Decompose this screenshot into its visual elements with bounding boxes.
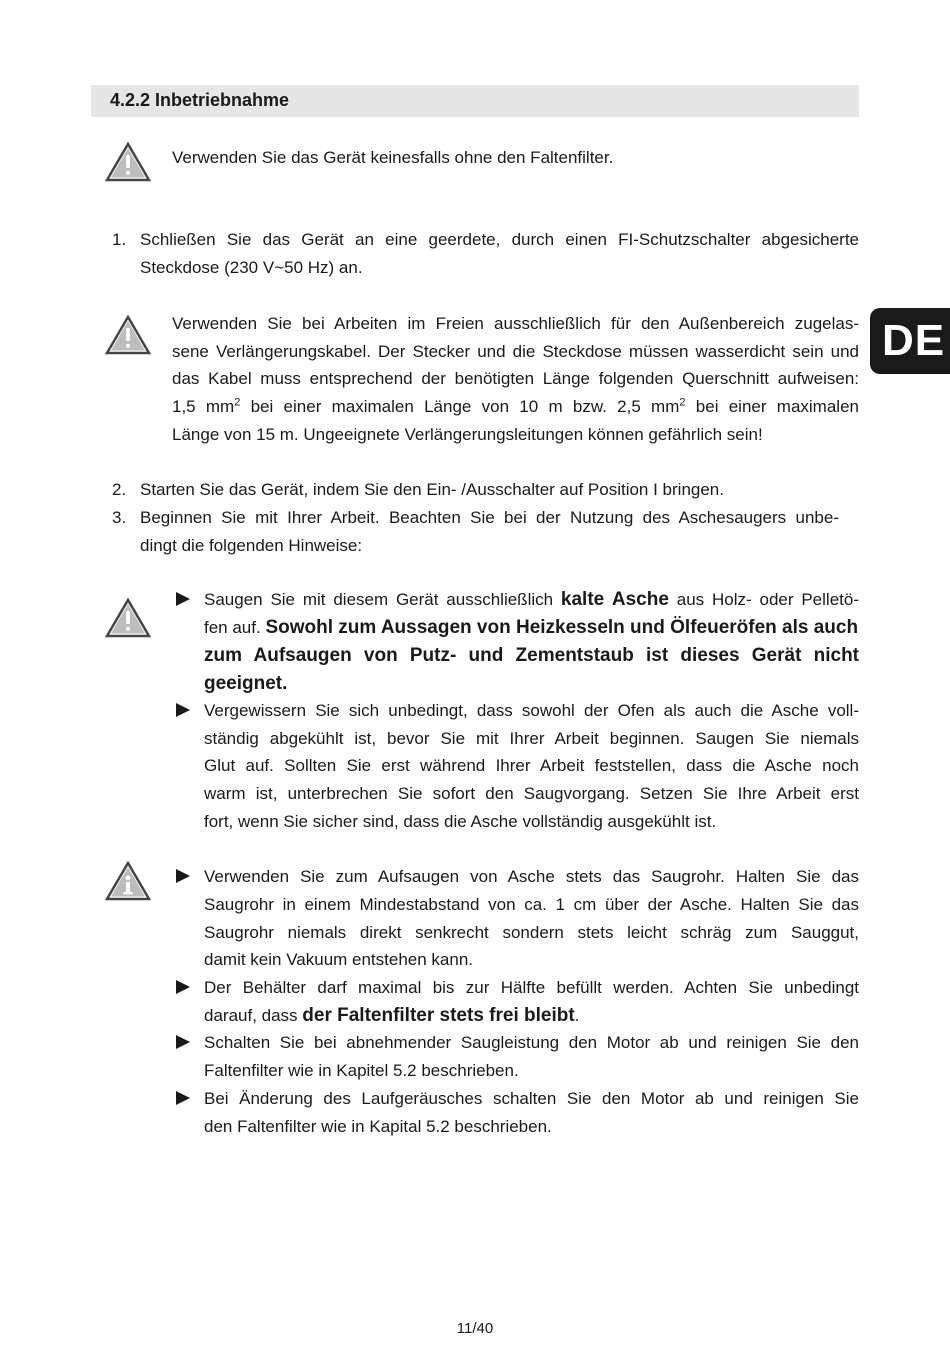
language-label: DE — [882, 316, 946, 365]
warning-text: das Kabel muss entsprechend der benötigten Länge folgenden Querschnitt aufweisen: — [172, 369, 859, 388]
warning-triangle-icon — [105, 598, 151, 638]
warning-triangle-icon — [105, 142, 151, 182]
bullet-text: Der Behälter darf maximal bis zur Hälfte befüllt werden. Achten Sie unbedingt — [204, 978, 859, 997]
bullet-text: Vergewissern Sie sich unbedingt, dass sowohl der Ofen als auch die Asche voll- — [204, 701, 859, 720]
triangle-bullet-icon — [175, 1034, 191, 1050]
bullet-text: Saugrohr niemals direkt senkrecht sondern stets leicht schräg zum Sauggut, — [204, 923, 859, 942]
page-number: 11/40 — [456, 1320, 494, 1337]
bullet-text: Saugrohr in einem Mindestabstand von ca. 1 cm über der Asche. Halten Sie das — [204, 895, 859, 914]
triangle-bullet-icon — [175, 591, 191, 607]
bullet-text: Saugen Sie mit diesem Gerät ausschließlich kalte Asche aus Holz- oder Pelletö- — [204, 589, 859, 610]
bullet-text: den Faltenfilter wie in Kapital 5.2 beschrieben. — [204, 1117, 552, 1136]
step-text: Beginnen Sie mit Ihrer Arbeit. Beachten Sie bei der Nutzung des Aschesaugers unbe- — [140, 508, 839, 527]
warning-triangle-icon — [105, 315, 151, 355]
bullet-text: Verwenden Sie zum Aufsaugen von Asche stets das Saugrohr. Halten Sie das — [204, 867, 859, 886]
triangle-bullet-icon — [175, 1090, 191, 1106]
bullet-text: damit kein Vakuum entstehen kann. — [204, 950, 474, 969]
step-number: 1. — [112, 230, 127, 249]
warning-text: Verwenden Sie das Gerät keinesfalls ohne den Faltenfilter. — [172, 148, 614, 167]
triangle-bullet-icon — [175, 702, 191, 718]
step-text: Starten Sie das Gerät, indem Sie den Ein- /Ausschalter auf Position I bringen. — [140, 480, 724, 499]
warning-text: Länge von 15 m. Ungeeignete Verlängerungsleitungen können gefährlich sein! — [172, 425, 763, 444]
bullet-text: Glut auf. Sollten Sie erst während Ihrer Arbeit feststellen, dass die Asche noch — [204, 756, 859, 775]
bullet-text: fen auf. Sowohl zum Aussagen von Heizkesseln und Ölfeueröfen als auch — [204, 617, 859, 638]
step-text: Steckdose (230 V~50 Hz) an. — [140, 258, 363, 277]
warning-text: Verwenden Sie bei Arbeiten im Freien ausschließlich für den Außenbereich zugelas- — [172, 314, 859, 333]
bullet-text: Faltenfilter wie in Kapitel 5.2 beschrieben. — [204, 1061, 519, 1080]
triangle-bullet-icon — [175, 868, 191, 884]
bullet-text: warm ist, unterbrechen Sie sofort den Saugvorgang. Setzen Sie Ihre Arbeit erst — [204, 784, 859, 803]
step-number: 3. — [112, 508, 127, 527]
bullet-text: zum Aufsaugen von Putz- und Zementstaub ist dieses Gerät nicht — [204, 645, 859, 666]
bullet-text: fort, wenn Sie sicher sind, dass die Asche vollständig ausgekühlt ist. — [204, 812, 717, 831]
info-triangle-icon — [105, 861, 151, 901]
bullet-text: ständig abgekühlt ist, bevor Sie mit Ihrer Arbeit beginnen. Saugen Sie niemals — [204, 729, 859, 748]
section-title: 4.2.2 Inbetriebnahme — [110, 90, 290, 110]
warning-text: 1,5 $mm^2$ bei einer maximalen Länge von 10 m bzw. 2,5 $mm^2$ bei einer maximalen — [172, 396, 859, 416]
step-number: 2. — [112, 480, 127, 499]
section-header-bar — [91, 85, 859, 117]
bullet-text: darauf, dass der Faltenfilter stets frei bleibt. — [204, 1005, 580, 1026]
warning-text: sene Verlängerungskabel. Der Stecker und die Steckdose müssen wasserdicht sein und — [172, 342, 859, 361]
bullet-text: Bei Änderung des Laufgeräusches schalten Sie den Motor ab und reinigen Sie — [204, 1089, 859, 1108]
bullet-text: Schalten Sie bei abnehmender Saugleistung den Motor ab und reinigen Sie den — [204, 1033, 859, 1052]
language-tab — [870, 308, 950, 374]
triangle-bullet-icon — [175, 979, 191, 995]
step-text: Schließen Sie das Gerät an eine geerdete, durch einen FI-Schutzschalter abgesicherte — [140, 230, 859, 249]
step-text: dingt die folgenden Hinweise: — [140, 536, 363, 555]
bullet-text: geeignet. — [204, 673, 288, 694]
